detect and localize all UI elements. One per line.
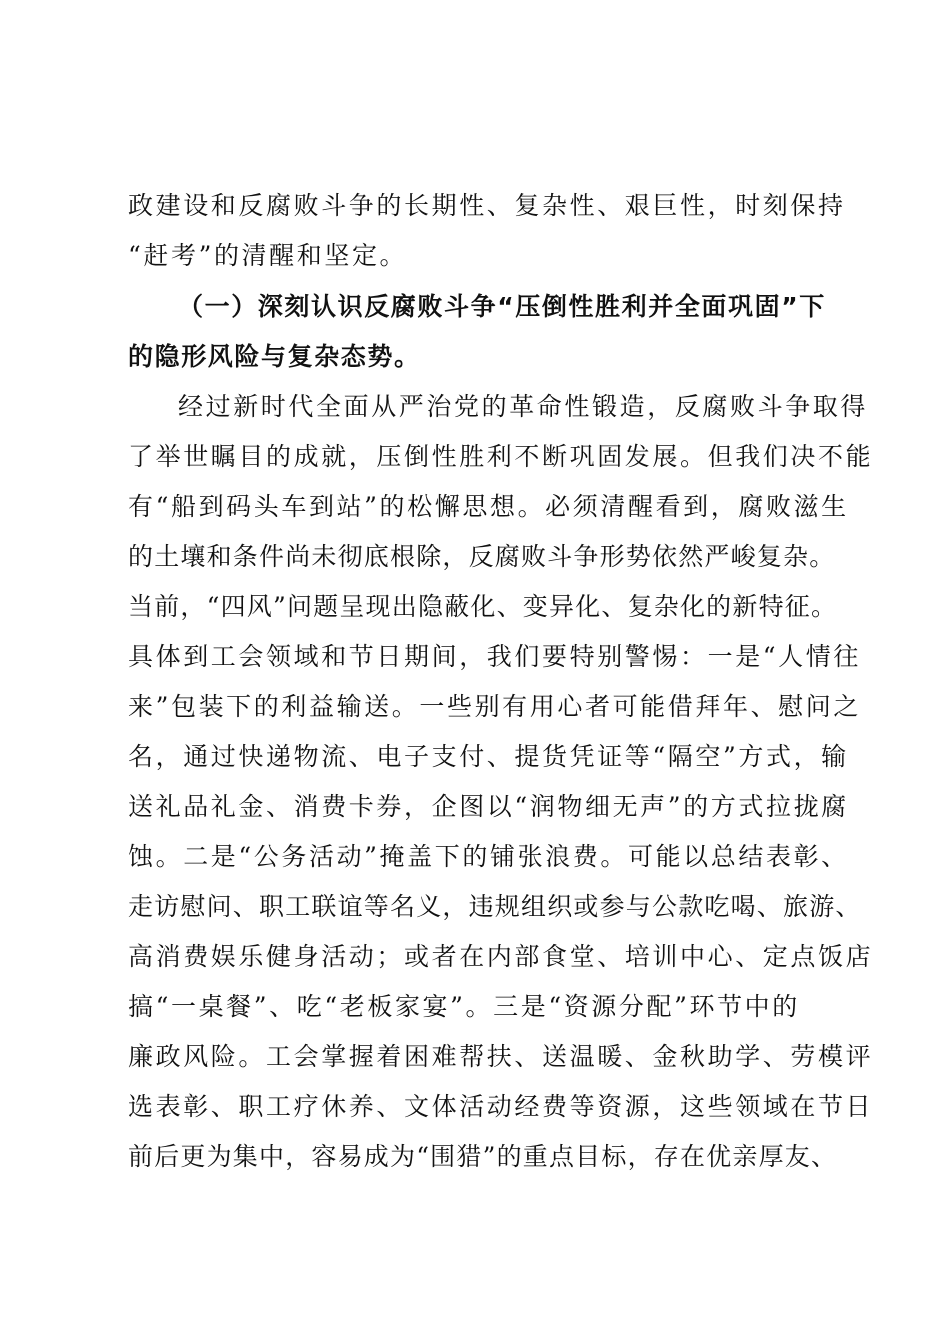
text-line: 有“船到码头车到站”的松懈思想。必须清醒看到，腐败滋生 [128,492,849,521]
text-line: 来”包装下的利益输送。一些别有用心者可能借拜年、慰问之 [128,692,861,721]
text-line: 蚀。二是“公务活动”掩盖下的铺张浪费。可能以总结表彰、 [128,842,849,871]
text-line: 选表彰、职工疗休养、文体活动经费等资源，这些领域在节日 [128,1092,874,1121]
text-line: 搞“一桌餐”、吃“老板家宴”。三是“资源分配”环节中的 [128,992,800,1021]
text-line: 名，通过快递物流、电子支付、提货凭证等“隔空”方式，输 [128,742,849,771]
text-line: 具体到工会领域和节日期间，我们要特别警惕：一是“人情往 [128,642,861,671]
paragraph-first-line: 经过新时代全面从严治党的革命性锻造，反腐败斗争取得 [178,392,869,421]
text-line: 送礼品礼金、消费卡券，企图以“润物细无声”的方式拉拢腐 [128,792,849,821]
text-line: 走访慰问、职工联谊等名义，违规组织或参与公款吃喝、旅游、 [128,892,862,921]
text-line: 廉政风险。工会掌握着困难帮扶、送温暖、金秋助学、劳模评 [128,1042,874,1071]
text-line: 政建设和反腐败斗争的长期性、复杂性、艰巨性，时刻保持 [128,191,846,220]
text-line: 的土壤和条件尚未彻底根除，反腐败斗争形势依然严峻复杂。 [128,542,836,571]
text-line: 了举世瞩目的成就，压倒性胜利不断巩固发展。但我们决不能 [128,442,874,471]
text-line: 高消费娱乐健身活动；或者在内部食堂、培训中心、定点饭店 [128,942,874,971]
text-line: 当前，“四风”问题呈现出隐蔽化、变异化、复杂化的新特征。 [128,592,838,621]
section-heading-line: （一）深刻认识反腐败斗争“压倒性胜利并全面巩固”下 [178,292,826,321]
section-heading-line: 的隐形风险与复杂态势。 [128,342,421,371]
text-line: 前后更为集中，容易成为“围猎”的重点目标，存在优亲厚友、 [128,1142,838,1171]
text-line: “赶考”的清醒和坚定。 [128,241,408,270]
